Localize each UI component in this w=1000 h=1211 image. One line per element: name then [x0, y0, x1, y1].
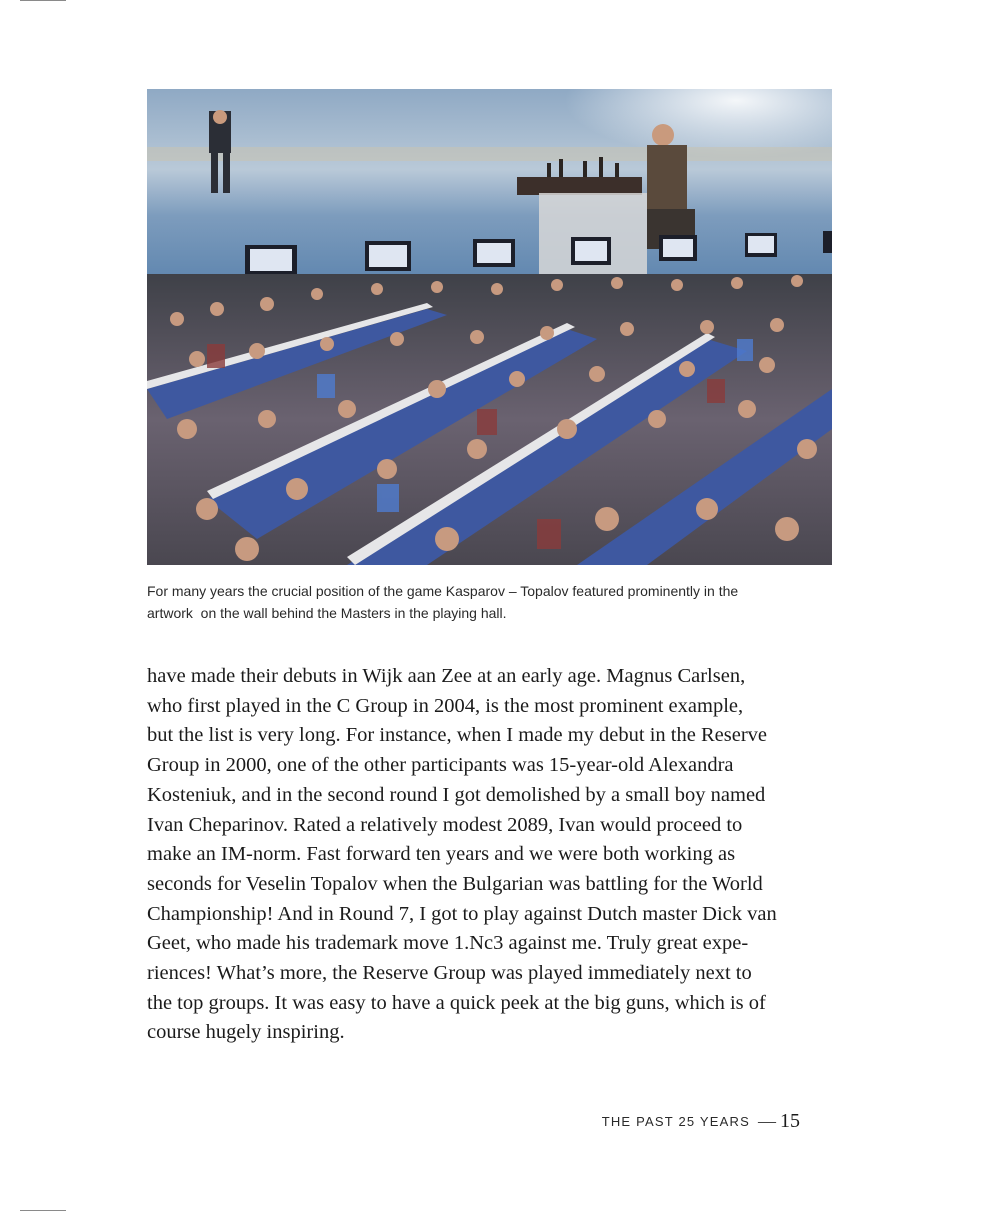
playing-hall-photo [147, 89, 832, 565]
caption-line: For many years the crucial position of the game Kasparov – Topalov featured prominently in the [147, 583, 739, 599]
photo-caption [147, 580, 837, 624]
body-line: Kosteniuk, and in the second round I got demolished by a small boy named [147, 783, 766, 806]
body-line: Geet, who made his trademark move 1.Nc3 against me. Truly great expe- [147, 932, 749, 955]
page-number: 15 [780, 1110, 800, 1132]
photo-chess-hall-icon [147, 89, 832, 565]
body-line: riences! What’s more, the Reserve Group was played immediately next to [147, 962, 752, 985]
body-line: make an IM-norm. Fast forward ten years and we were both working as [147, 843, 736, 866]
footer-dash: — [758, 1111, 776, 1131]
body-line: who first played in the C Group in 2004, is the most prominent example, [147, 694, 744, 717]
running-section-title: THE PAST 25 YEARS [601, 1114, 750, 1129]
body-line: Group in 2000, one of the other participants was 15-year-old Alexandra [147, 754, 734, 777]
caption-line: artwork on the wall behind the Masters in the playing hall. [147, 605, 507, 621]
body-paragraph [147, 662, 847, 1048]
body-line: course hugely inspiring. [147, 1021, 345, 1044]
crop-mark-top [20, 0, 66, 1]
body-line: the top groups. It was easy to have a quick peek at the big guns, which is of [147, 991, 766, 1014]
body-line: Ivan Cheparinov. Rated a relatively modest 2089, Ivan would proceed to [147, 813, 743, 836]
page-footer [560, 1110, 800, 1133]
body-line: seconds for Veselin Topalov when the Bulgarian was battling for the World [147, 872, 763, 895]
body-line: but the list is very long. For instance, when I made my debut in the Reserve [147, 724, 767, 747]
body-line: have made their debuts in Wijk aan Zee at an early age. Magnus Carlsen, [147, 665, 746, 687]
body-line: Championship! And in Round 7, I got to play against Dutch master Dick van [147, 902, 777, 925]
